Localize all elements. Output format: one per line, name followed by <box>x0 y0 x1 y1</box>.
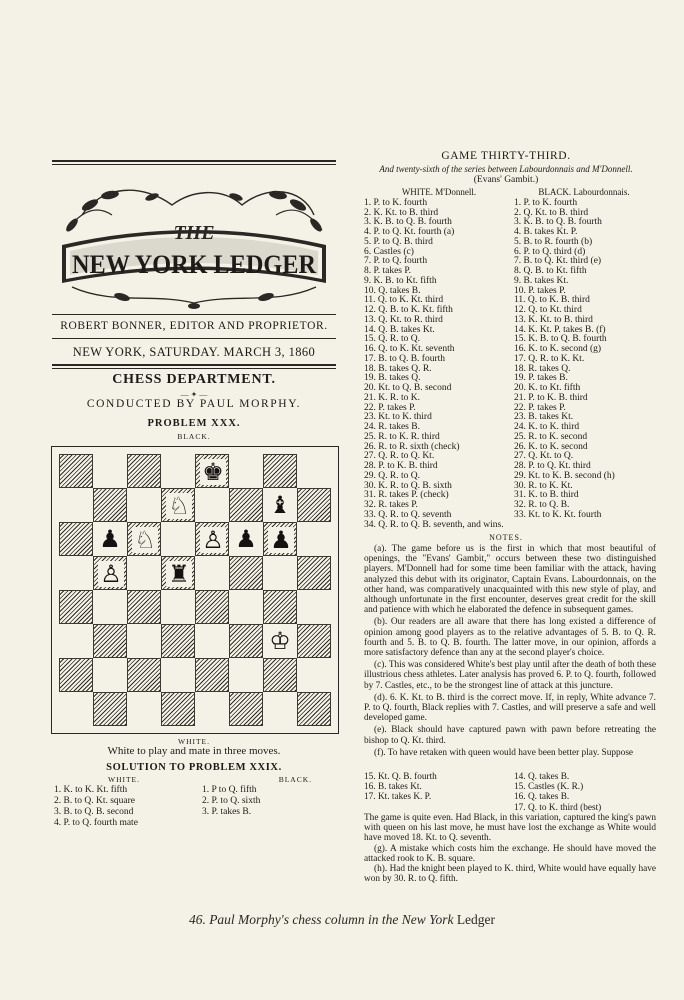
move-row: 8. P. takes P. <box>364 266 411 276</box>
variation-move: 15. Castles (K. R.) <box>514 782 584 793</box>
game-title: GAME THIRTY-THIRD. <box>441 150 571 162</box>
move-row: 11. Q. to K. B. third <box>514 295 590 306</box>
black-pawn-icon: ♟ <box>93 522 127 556</box>
solution-move: 4. P. to Q. fourth mate <box>54 818 138 828</box>
square-h6 <box>297 522 331 556</box>
move-row: 34. Q. R. to Q. B. seventh, and wins. <box>364 519 504 530</box>
problem-instruction: White to play and mate in three moves. <box>107 745 281 757</box>
square-c5 <box>127 556 161 590</box>
solution-white-head: WHITE. <box>107 775 141 784</box>
square-c7 <box>127 488 161 522</box>
black-label: BLACK. <box>177 432 211 441</box>
square-a5 <box>59 556 93 590</box>
move-row: 26. R. to R. sixth (check) <box>364 441 460 452</box>
square-c2 <box>127 658 161 692</box>
move-row: 10. P. takes P. <box>514 285 566 296</box>
move-row: 31. R. takes P. (check) <box>364 490 449 501</box>
square-a6 <box>59 522 93 556</box>
move-row: 25. R. to K. second <box>514 431 588 442</box>
move-row: 17. B. to Q. B. fourth <box>364 353 446 364</box>
move-row: 3. K. B. to Q. B. fourth <box>514 217 602 228</box>
square-a3 <box>59 624 93 658</box>
black-bishop-icon: ♝ <box>263 488 297 522</box>
note-paragraph: (c). This was considered White's best play until after the death of both these illustrious chess athletes. Later analysis has proved 6. P. to Q. fourth, followed by 7. Castles, etc., to be the strongest line of attack at this juncture. <box>364 660 656 691</box>
notes-title: NOTES. <box>489 533 523 542</box>
game-opening: (Evans' Gambit.) <box>473 175 539 185</box>
square-a4 <box>59 590 93 624</box>
move-row: 2. K. Kt. to B. third <box>364 207 439 218</box>
square-b7 <box>93 488 127 522</box>
square-e5 <box>195 556 229 590</box>
move-row: 4. P. to Q. Kt. fourth (a) <box>364 227 455 237</box>
caption-text: Paul Morphy's chess column in the New York <box>209 912 454 927</box>
square-h8 <box>297 454 331 488</box>
square-b6 <box>93 522 127 556</box>
notes-body <box>364 544 656 760</box>
square-f3 <box>229 624 263 658</box>
move-row: 27. Q. Kt. to Q. <box>514 451 574 462</box>
square-b8 <box>93 454 127 488</box>
conducted-by: CONDUCTED BY PAUL MORPHY. <box>86 398 302 410</box>
square-d6 <box>161 522 195 556</box>
solution-white-moves <box>54 785 194 829</box>
black-pawn-icon: ♟ <box>229 522 263 556</box>
square-c3 <box>127 624 161 658</box>
move-row: 32. R. to Q. B. <box>514 500 570 510</box>
square-f7 <box>229 488 263 522</box>
move-row: 1. P. to K. fourth <box>364 197 428 208</box>
black-moves-column <box>514 188 654 521</box>
white-pawn-icon: ♙ <box>196 523 230 557</box>
move-row: 33. Kt. to K. Kt. fourth <box>514 509 602 520</box>
svg-text:THE: THE <box>173 222 215 244</box>
move-row: 14. Q. B. takes Kt. <box>364 324 435 335</box>
note-paragraph: (a). The game before us is the first in which that most beautiful of openings, the "Evans' Gambit," occurs between these two distinguished players. M'Donnell had for some time been familiar with the attack, having analyzed this debut with its originator, Captain Evans. Labourdonnais, on the other hand, was comparatively unacquainted with this new style of play, and although unfortunate in the first encounter, deserves great credit for the skill and patience with which he elaborated the defence in subsequent games. <box>364 544 656 616</box>
move-row: 6. P. to Q. third (d) <box>514 246 586 257</box>
top-rule-thin <box>52 164 336 165</box>
caption-number: 46. <box>188 912 206 927</box>
square-a8 <box>59 454 93 488</box>
move-row: 27. Q. R. to Q. Kt. <box>364 451 435 462</box>
variation-move: 16. Q. takes B. <box>514 792 570 803</box>
square-g3 <box>263 624 297 658</box>
chess-board <box>59 454 331 726</box>
solution-move: 3. B. to Q. B. second <box>54 807 134 817</box>
square-c8 <box>127 454 161 488</box>
move-row: 18. B. takes Q. R. <box>364 363 432 374</box>
square-e8 <box>195 454 229 488</box>
rule-4 <box>52 368 336 369</box>
square-g8 <box>263 454 297 488</box>
white-knight-icon: ♘ <box>162 489 196 523</box>
square-e1 <box>195 692 229 726</box>
square-f6 <box>229 522 263 556</box>
ornament-divider: — ✦ — <box>180 390 208 399</box>
white-pawn-icon: ♙ <box>94 557 128 591</box>
move-row: 4. B. takes Kt. P. <box>514 227 578 237</box>
square-e7 <box>195 488 229 522</box>
square-f4 <box>229 590 263 624</box>
move-row: 7. B. to Q. Kt. third (e) <box>514 256 602 267</box>
move-row: 5. P. to Q. B. third <box>364 236 433 247</box>
square-g6 <box>263 522 297 556</box>
square-c6 <box>127 522 161 556</box>
move-row: 24. R. takes B. <box>364 422 420 432</box>
move-row: 9. K. B. to Kt. fifth <box>364 275 437 286</box>
game-column <box>356 150 656 530</box>
variation-move: 17. Kt. takes K. P. <box>364 792 432 803</box>
solution-black-head: BLACK. <box>278 775 312 784</box>
square-d5 <box>161 556 195 590</box>
move-row: 33. Q. R. to Q. seventh <box>364 509 452 520</box>
solution-black-moves <box>202 785 332 818</box>
solution-move: 1. P to Q. fifth <box>202 785 257 795</box>
square-c4 <box>127 590 161 624</box>
move-row: 20. K. to Kt. fifth <box>514 383 581 393</box>
square-h2 <box>297 658 331 692</box>
chess-board-frame <box>51 446 339 734</box>
square-b3 <box>93 624 127 658</box>
move-row: 21. P. to K. B. third <box>514 392 588 403</box>
move-row: 15. K. B. to Q. B. fourth <box>514 334 607 345</box>
square-e4 <box>195 590 229 624</box>
square-e3 <box>195 624 229 658</box>
black-pawn-icon: ♟ <box>264 523 298 557</box>
variation-black-moves <box>514 772 601 813</box>
square-h1 <box>297 692 331 726</box>
move-row: 12. Q. B. to K. Kt. fifth <box>364 305 453 315</box>
square-d4 <box>161 590 195 624</box>
move-row: 28. P. to K. B. third <box>364 461 438 471</box>
move-row: 22. P. takes P. <box>514 402 566 413</box>
square-d1 <box>161 692 195 726</box>
move-row: 26. K. to K. second <box>514 441 588 452</box>
problem-title: PROBLEM XXX. <box>147 418 241 429</box>
move-row: 32. R. takes P. <box>364 500 418 510</box>
rule-2 <box>52 338 336 339</box>
solution-title: SOLUTION TO PROBLEM XXIX. <box>106 762 282 773</box>
masthead-logo <box>52 175 336 315</box>
top-rule <box>52 160 336 162</box>
solution-move: 3. P. takes B. <box>202 807 252 817</box>
move-row: 20. Kt. to Q. B. second <box>364 383 452 393</box>
black-moves-head: BLACK. Labourdonnais. <box>538 187 630 197</box>
square-f1 <box>229 692 263 726</box>
solution-move: 2. P. to Q. sixth <box>202 796 261 806</box>
move-row: 17. Q. R. to K. Kt. <box>514 353 585 364</box>
black-moves-list <box>514 199 654 521</box>
move-row: 16. Q. to K. Kt. seventh <box>364 344 455 354</box>
move-row: 19. P. takes B. <box>514 373 568 384</box>
move-row: 18. R. takes Q. <box>514 363 571 374</box>
white-moves-head: WHITE. M'Donnell. <box>401 187 477 197</box>
move-row: 11. Q. to K. Kt. third <box>364 295 444 306</box>
move-row: 15. Q. R. to Q. <box>364 334 420 345</box>
move-row: 21. K. R. to K. <box>364 392 420 403</box>
move-row: 13. K. Kt. to B. third <box>514 314 593 325</box>
note-paragraph: (f). To have retaken with queen would have been better play. Suppose <box>374 747 634 758</box>
white-moves-list <box>364 199 514 531</box>
square-g2 <box>263 658 297 692</box>
game-subtitle: And twenty-sixth of the series between Labourdonnais and M'Donnell. <box>379 164 633 174</box>
variation-move: 15. Kt. Q. B. fourth <box>364 772 437 782</box>
date-line: NEW YORK, SATURDAY. MARCH 3, 1860 <box>72 345 316 359</box>
move-row: 13. Q. Kt. to R. third <box>364 314 443 325</box>
note-paragraph: (b). Our readers are all aware that there has long existed a difference of opinion among good players as to the relative advantages of 5. B. to Q. R. fourth and 5. B. to Q. B. fourth. The latter move, in our opinion, affords a more satisfactory defence than any at the second player's choice. <box>364 617 656 659</box>
svg-text:NEW YORK LEDGER: NEW YORK LEDGER <box>72 250 317 279</box>
move-row: 2. Q. Kt. to B. third <box>514 207 589 218</box>
masthead-rule <box>52 314 336 315</box>
move-row: 3. K. B. to Q. B. fourth <box>364 217 452 228</box>
square-d7 <box>161 488 195 522</box>
square-e2 <box>195 658 229 692</box>
variation-white-moves <box>364 772 437 803</box>
square-g1 <box>263 692 297 726</box>
move-row: 7. P. to Q. fourth <box>364 256 428 267</box>
square-f5 <box>229 556 263 590</box>
move-row: 23. B. takes Kt. <box>514 412 574 423</box>
rule-3 <box>52 364 336 366</box>
move-row: 16. K. to K. second (g) <box>514 344 602 354</box>
square-e6 <box>195 522 229 556</box>
square-d8 <box>161 454 195 488</box>
variation-move: 16. B. takes Kt. <box>364 782 422 793</box>
solution-move: 1. K. to K. Kt. fifth <box>54 785 128 795</box>
square-h4 <box>297 590 331 624</box>
move-row: 8. Q. B. to Kt. fifth <box>514 266 587 276</box>
square-g7 <box>263 488 297 522</box>
square-g5 <box>263 556 297 590</box>
move-row: 14. K. Kt. P. takes B. (f) <box>514 324 606 335</box>
move-row: 28. P. to Q. Kt. third <box>514 461 591 471</box>
move-row: 19. B. takes Q. <box>364 373 421 384</box>
black-king-icon: ♚ <box>196 455 230 489</box>
move-row: 12. Q. to Kt. third <box>514 305 582 315</box>
move-row: 6. Castles (c) <box>364 246 414 257</box>
move-row: 30. K. R. to Q. B. sixth <box>364 480 452 491</box>
variation-move: 17. Q. to K. third (best) <box>514 802 602 813</box>
chess-department-heading: CHESS DEPARTMENT. <box>112 372 276 387</box>
solution-move: 2. B. to Q. Kt. square <box>54 796 136 806</box>
square-b1 <box>93 692 127 726</box>
note-paragraph: (g). A mistake which costs him the exchange. He should have moved the attacked rook to K. B. square. <box>364 843 656 864</box>
note-paragraph: (d). 6. K. Kt. to B. third is the correct move. If, in reply, White advance 7. P. to Q. fourth, Black replies with 7. Castles, and will preserve a safe and well developed game. <box>364 692 656 724</box>
move-row: 10. Q. takes B. <box>364 285 421 296</box>
square-a7 <box>59 488 93 522</box>
move-row: 23. Kt. to K. third <box>364 412 432 423</box>
move-row: 24. K. to K. third <box>514 422 580 432</box>
square-f8 <box>229 454 263 488</box>
move-row: 5. B. to R. fourth (b) <box>514 236 593 247</box>
square-g4 <box>263 590 297 624</box>
figure-caption <box>0 912 684 928</box>
square-b5 <box>93 556 127 590</box>
square-f2 <box>229 658 263 692</box>
move-row: 31. K. to B. third <box>514 490 579 501</box>
editor-line: ROBERT BONNER, EDITOR AND PROPRIETOR. <box>60 320 328 332</box>
note-paragraph: (h). Had the knight been played to K. third, White would have equally have won by 30. R. to Q. fifth. <box>364 864 656 885</box>
notes-continued <box>364 813 656 884</box>
square-b4 <box>93 590 127 624</box>
square-h3 <box>297 624 331 658</box>
square-a1 <box>59 692 93 726</box>
square-b2 <box>93 658 127 692</box>
variation-move: 14. Q. takes B. <box>514 772 570 782</box>
white-label: WHITE. <box>177 737 211 746</box>
black-rook-icon: ♜ <box>162 557 196 591</box>
move-row: 22. P. takes P. <box>364 402 416 413</box>
move-row: 30. R. to K. Kt. <box>514 480 573 491</box>
square-d2 <box>161 658 195 692</box>
solution-black-column <box>202 774 332 818</box>
square-d3 <box>161 624 195 658</box>
white-moves-column <box>364 188 514 530</box>
caption-tail: Ledger <box>456 912 496 927</box>
note-paragraph: (e). Black should have captured pawn with pawn before retreating the bishop to Q. Kt. third. <box>364 725 656 746</box>
solution-white-column <box>54 774 194 829</box>
square-c1 <box>127 692 161 726</box>
square-a2 <box>59 658 93 692</box>
white-king-icon: ♔ <box>263 624 297 658</box>
note-paragraph: The game is quite even. Had Black, in this variation, captured the king's pawn with queen on his last move, he must have lost the exchange as White would have moved 18. Kt. to Q. seventh. <box>364 813 656 844</box>
square-h7 <box>297 488 331 522</box>
square-h5 <box>297 556 331 590</box>
move-row: 29. Kt. to K. B. second (h) <box>514 470 615 481</box>
white-knight-icon: ♘ <box>128 523 162 557</box>
move-row: 1. P. to K. fourth <box>514 197 578 208</box>
move-row: 25. R. to K. R. third <box>364 431 440 442</box>
move-row: 29. Q. R. to Q. <box>364 470 420 481</box>
move-row: 9. B. takes Kt. <box>514 275 569 286</box>
